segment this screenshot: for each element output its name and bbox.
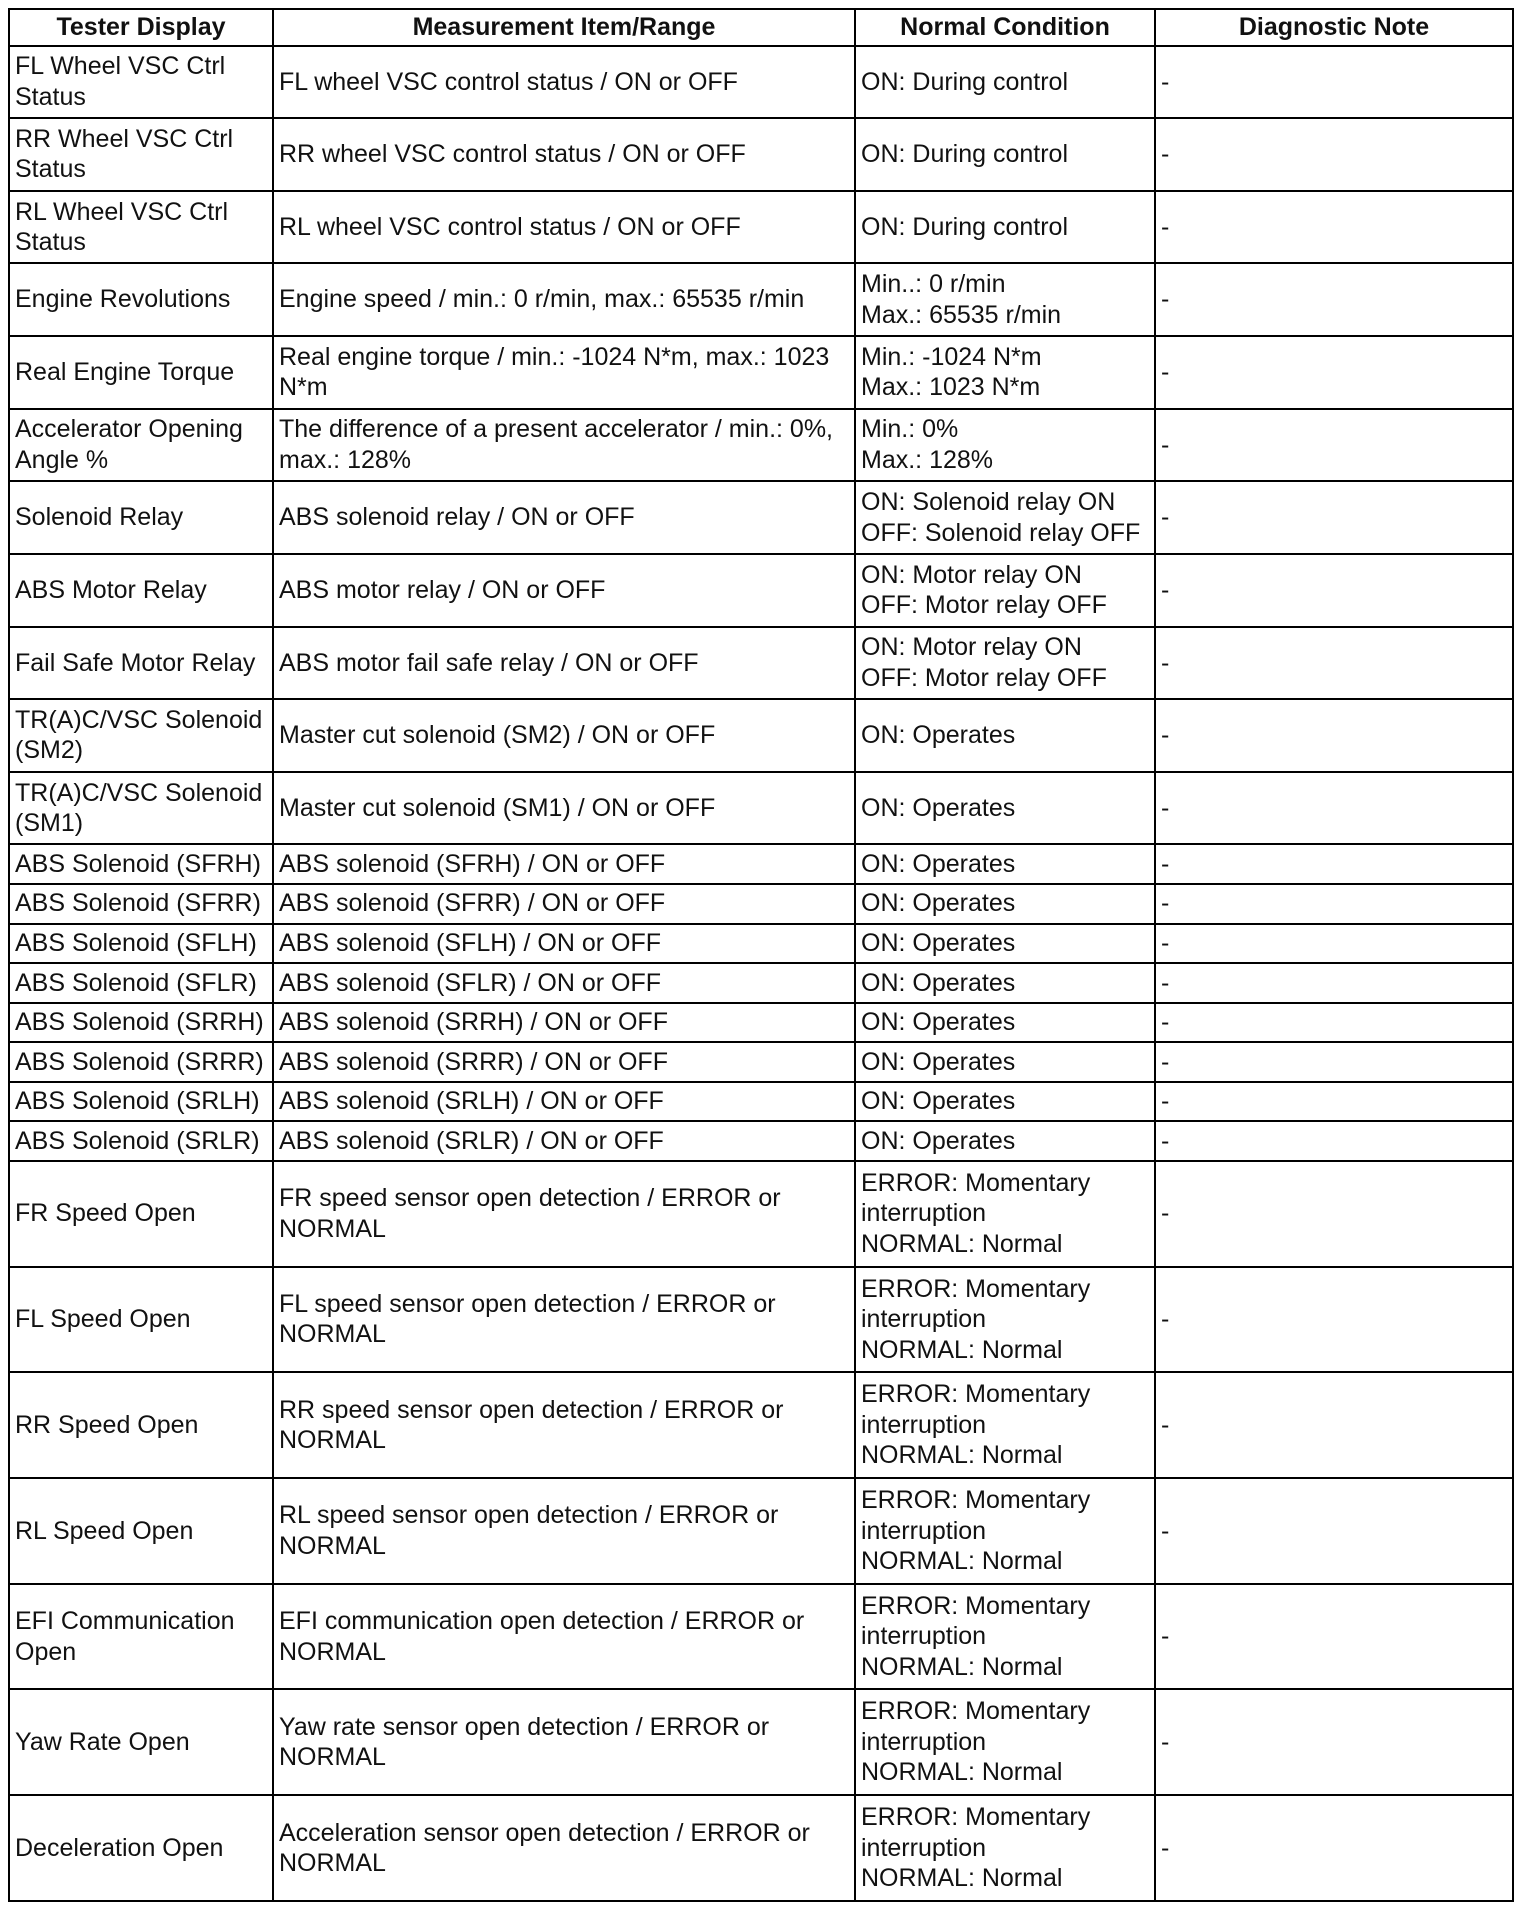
tester-display-cell: RL Wheel VSC Ctrl Status bbox=[9, 191, 273, 264]
tester-display-cell: TR(A)C/VSC Solenoid (SM1) bbox=[9, 772, 273, 845]
normal-condition-cell: ON: Motor relay ON OFF: Motor relay OFF bbox=[855, 554, 1155, 627]
diagnostic-note-cell: - bbox=[1155, 1082, 1513, 1122]
data-list-table bbox=[8, 8, 1514, 1902]
diagnostic-note-cell: - bbox=[1155, 627, 1513, 700]
table-row bbox=[9, 1372, 1513, 1478]
measurement-item-cell: ABS solenoid (SFLR) / ON or OFF bbox=[273, 963, 855, 1003]
diagnostic-note-cell: - bbox=[1155, 699, 1513, 772]
tester-display-cell: RL Speed Open bbox=[9, 1478, 273, 1584]
measurement-item-cell: ABS motor fail safe relay / ON or OFF bbox=[273, 627, 855, 700]
normal-condition-cell: ON: Operates bbox=[855, 963, 1155, 1003]
diagnostic-note-cell: - bbox=[1155, 844, 1513, 884]
table-row bbox=[9, 963, 1513, 1003]
normal-condition-cell: ERROR: Momentary interruption NORMAL: Normal bbox=[855, 1478, 1155, 1584]
tester-display-cell: ABS Solenoid (SFRR) bbox=[9, 884, 273, 924]
measurement-item-cell: RL wheel VSC control status / ON or OFF bbox=[273, 191, 855, 264]
table-row bbox=[9, 409, 1513, 482]
tester-display-cell: RR Speed Open bbox=[9, 1372, 273, 1478]
measurement-item-cell: FL speed sensor open detection / ERROR or NORMAL bbox=[273, 1267, 855, 1373]
table-row bbox=[9, 1121, 1513, 1161]
tester-display-cell: ABS Motor Relay bbox=[9, 554, 273, 627]
diagnostic-note-cell: - bbox=[1155, 191, 1513, 264]
diagnostic-note-cell: - bbox=[1155, 1584, 1513, 1690]
tester-display-cell: FL Wheel VSC Ctrl Status bbox=[9, 46, 273, 119]
normal-condition-cell: ON: Operates bbox=[855, 924, 1155, 964]
diagnostic-note-cell: - bbox=[1155, 263, 1513, 336]
table-header-row bbox=[9, 9, 1513, 46]
diagnostic-note-cell: - bbox=[1155, 1121, 1513, 1161]
measurement-item-cell: Real engine torque / min.: -1024 N*m, max.: 1023 N*m bbox=[273, 336, 855, 409]
table-row bbox=[9, 191, 1513, 264]
normal-condition-cell: ON: Solenoid relay ON OFF: Solenoid relay OFF bbox=[855, 481, 1155, 554]
normal-condition-cell: ERROR: Momentary interruption NORMAL: Normal bbox=[855, 1795, 1155, 1901]
tester-display-cell: Accelerator Opening Angle % bbox=[9, 409, 273, 482]
normal-condition-cell: ERROR: Momentary interruption NORMAL: Normal bbox=[855, 1161, 1155, 1267]
measurement-item-cell: ABS motor relay / ON or OFF bbox=[273, 554, 855, 627]
tester-display-cell: Solenoid Relay bbox=[9, 481, 273, 554]
tester-display-cell: RR Wheel VSC Ctrl Status bbox=[9, 118, 273, 191]
measurement-item-cell: ABS solenoid (SFRR) / ON or OFF bbox=[273, 884, 855, 924]
tester-display-cell: Fail Safe Motor Relay bbox=[9, 627, 273, 700]
diagnostic-note-cell: - bbox=[1155, 1372, 1513, 1478]
normal-condition-cell: ON: Operates bbox=[855, 1042, 1155, 1082]
diagnostic-note-cell: - bbox=[1155, 963, 1513, 1003]
table-row bbox=[9, 118, 1513, 191]
measurement-item-cell: FR speed sensor open detection / ERROR or NORMAL bbox=[273, 1161, 855, 1267]
table-row bbox=[9, 1161, 1513, 1267]
table-body bbox=[9, 46, 1513, 1902]
tester-display-cell: ABS Solenoid (SRRR) bbox=[9, 1042, 273, 1082]
tester-display-cell: Engine Revolutions bbox=[9, 263, 273, 336]
table-row bbox=[9, 627, 1513, 700]
measurement-item-cell: Master cut solenoid (SM2) / ON or OFF bbox=[273, 699, 855, 772]
diagnostic-note-cell: - bbox=[1155, 46, 1513, 119]
normal-condition-cell: ON: Operates bbox=[855, 1121, 1155, 1161]
tester-display-cell: ABS Solenoid (SFLR) bbox=[9, 963, 273, 1003]
diagnostic-note-cell: - bbox=[1155, 772, 1513, 845]
measurement-item-cell: Master cut solenoid (SM1) / ON or OFF bbox=[273, 772, 855, 845]
measurement-item-cell: ABS solenoid (SRRR) / ON or OFF bbox=[273, 1042, 855, 1082]
measurement-item-cell: FL wheel VSC control status / ON or OFF bbox=[273, 46, 855, 119]
table-row bbox=[9, 844, 1513, 884]
table-row bbox=[9, 1082, 1513, 1122]
table-row bbox=[9, 1584, 1513, 1690]
tester-display-cell: ABS Solenoid (SRLH) bbox=[9, 1082, 273, 1122]
table-row bbox=[9, 481, 1513, 554]
normal-condition-cell: ERROR: Momentary interruption NORMAL: Normal bbox=[855, 1584, 1155, 1690]
table-row bbox=[9, 884, 1513, 924]
diagnostic-note-cell: - bbox=[1155, 1161, 1513, 1267]
table-row bbox=[9, 1689, 1513, 1795]
table-row bbox=[9, 554, 1513, 627]
tester-display-cell: ABS Solenoid (SRRH) bbox=[9, 1003, 273, 1043]
tester-display-cell: Yaw Rate Open bbox=[9, 1689, 273, 1795]
table-row bbox=[9, 1795, 1513, 1901]
diagnostic-note-cell: - bbox=[1155, 481, 1513, 554]
diagnostic-note-cell: - bbox=[1155, 1042, 1513, 1082]
table-row bbox=[9, 1003, 1513, 1043]
table-row bbox=[9, 1267, 1513, 1373]
normal-condition-cell: Min.: -1024 N*m Max.: 1023 N*m bbox=[855, 336, 1155, 409]
tester-display-cell: FL Speed Open bbox=[9, 1267, 273, 1373]
measurement-item-cell: Yaw rate sensor open detection / ERROR or NORMAL bbox=[273, 1689, 855, 1795]
diagnostic-note-cell: - bbox=[1155, 409, 1513, 482]
tester-display-cell: FR Speed Open bbox=[9, 1161, 273, 1267]
table-row bbox=[9, 699, 1513, 772]
normal-condition-cell: ON: Operates bbox=[855, 844, 1155, 884]
measurement-item-cell: ABS solenoid (SRLH) / ON or OFF bbox=[273, 1082, 855, 1122]
measurement-item-cell: RR speed sensor open detection / ERROR or NORMAL bbox=[273, 1372, 855, 1478]
tester-display-cell: TR(A)C/VSC Solenoid (SM2) bbox=[9, 699, 273, 772]
header-measurement-item: Measurement Item/Range bbox=[273, 9, 855, 46]
diagnostic-note-cell: - bbox=[1155, 336, 1513, 409]
measurement-item-cell: ABS solenoid relay / ON or OFF bbox=[273, 481, 855, 554]
normal-condition-cell: Min.: 0% Max.: 128% bbox=[855, 409, 1155, 482]
table-row bbox=[9, 46, 1513, 119]
tester-display-cell: EFI Communication Open bbox=[9, 1584, 273, 1690]
normal-condition-cell: ERROR: Momentary interruption NORMAL: Normal bbox=[855, 1372, 1155, 1478]
normal-condition-cell: ERROR: Momentary interruption NORMAL: Normal bbox=[855, 1689, 1155, 1795]
measurement-item-cell: RR wheel VSC control status / ON or OFF bbox=[273, 118, 855, 191]
tester-display-cell: Real Engine Torque bbox=[9, 336, 273, 409]
diagnostic-note-cell: - bbox=[1155, 1478, 1513, 1584]
table-row bbox=[9, 263, 1513, 336]
measurement-item-cell: EFI communication open detection / ERROR or NORMAL bbox=[273, 1584, 855, 1690]
normal-condition-cell: ON: Operates bbox=[855, 1082, 1155, 1122]
measurement-item-cell: The difference of a present accelerator / min.: 0%, max.: 128% bbox=[273, 409, 855, 482]
tester-display-cell: Deceleration Open bbox=[9, 1795, 273, 1901]
header-tester-display: Tester Display bbox=[9, 9, 273, 46]
diagnostic-note-cell: - bbox=[1155, 554, 1513, 627]
normal-condition-cell: ON: Operates bbox=[855, 699, 1155, 772]
diagnostic-note-cell: - bbox=[1155, 1795, 1513, 1901]
diagnostic-note-cell: - bbox=[1155, 1003, 1513, 1043]
normal-condition-cell: ON: During control bbox=[855, 191, 1155, 264]
measurement-item-cell: ABS solenoid (SRLR) / ON or OFF bbox=[273, 1121, 855, 1161]
table-row bbox=[9, 1042, 1513, 1082]
measurement-item-cell: ABS solenoid (SFLH) / ON or OFF bbox=[273, 924, 855, 964]
diagnostic-note-cell: - bbox=[1155, 1689, 1513, 1795]
diagnostic-note-cell: - bbox=[1155, 1267, 1513, 1373]
tester-display-cell: ABS Solenoid (SFRH) bbox=[9, 844, 273, 884]
measurement-item-cell: Engine speed / min.: 0 r/min, max.: 65535 r/min bbox=[273, 263, 855, 336]
table-row bbox=[9, 1478, 1513, 1584]
diagnostic-note-cell: - bbox=[1155, 884, 1513, 924]
normal-condition-cell: ON: During control bbox=[855, 118, 1155, 191]
header-diagnostic-note: Diagnostic Note bbox=[1155, 9, 1513, 46]
normal-condition-cell: ON: Operates bbox=[855, 1003, 1155, 1043]
table-row bbox=[9, 772, 1513, 845]
table-row bbox=[9, 924, 1513, 964]
header-normal-condition: Normal Condition bbox=[855, 9, 1155, 46]
diagnostic-note-cell: - bbox=[1155, 924, 1513, 964]
normal-condition-cell: ON: Motor relay ON OFF: Motor relay OFF bbox=[855, 627, 1155, 700]
diagnostic-note-cell: - bbox=[1155, 118, 1513, 191]
measurement-item-cell: RL speed sensor open detection / ERROR or NORMAL bbox=[273, 1478, 855, 1584]
table-row bbox=[9, 336, 1513, 409]
normal-condition-cell: ERROR: Momentary interruption NORMAL: Normal bbox=[855, 1267, 1155, 1373]
measurement-item-cell: Acceleration sensor open detection / ERROR or NORMAL bbox=[273, 1795, 855, 1901]
normal-condition-cell: ON: Operates bbox=[855, 884, 1155, 924]
normal-condition-cell: ON: Operates bbox=[855, 772, 1155, 845]
tester-display-cell: ABS Solenoid (SFLH) bbox=[9, 924, 273, 964]
normal-condition-cell: ON: During control bbox=[855, 46, 1155, 119]
normal-condition-cell: Min..: 0 r/min Max.: 65535 r/min bbox=[855, 263, 1155, 336]
measurement-item-cell: ABS solenoid (SRRH) / ON or OFF bbox=[273, 1003, 855, 1043]
tester-display-cell: ABS Solenoid (SRLR) bbox=[9, 1121, 273, 1161]
measurement-item-cell: ABS solenoid (SFRH) / ON or OFF bbox=[273, 844, 855, 884]
